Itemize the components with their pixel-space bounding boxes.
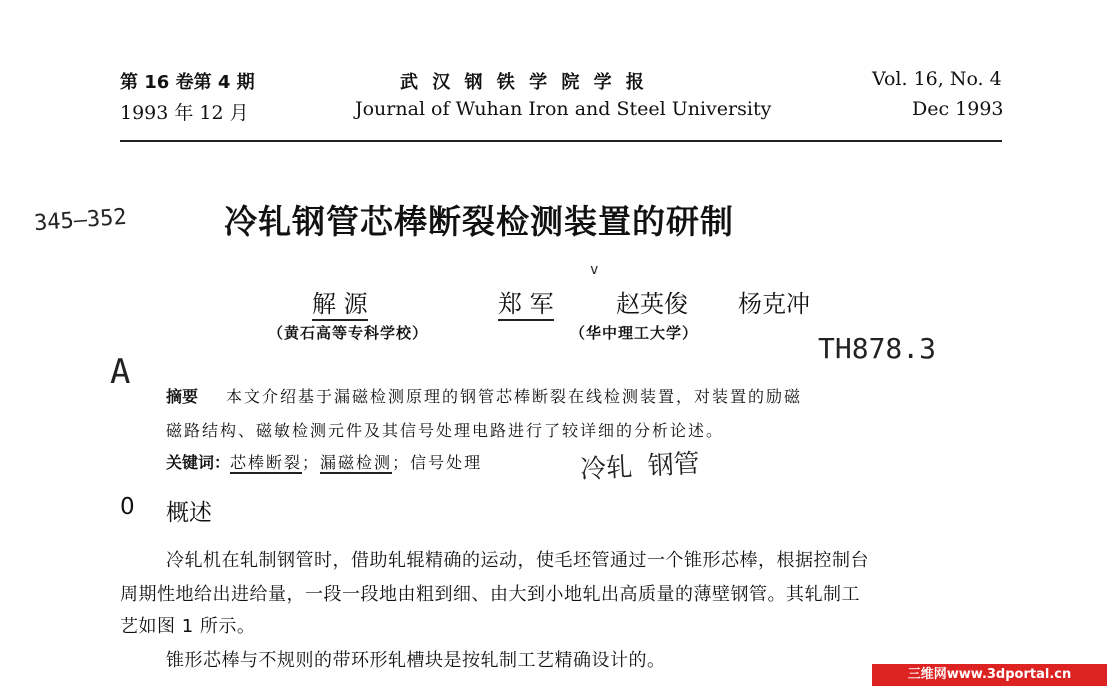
publication-date-en: Dec 1993 (912, 98, 1004, 120)
affiliation-1: （黄石高等专科学校） (268, 324, 429, 342)
section-number: 0 (120, 494, 135, 520)
abstract-line-1: 本文介绍基于漏磁检测原理的钢管芯棒断裂在线检测装置，对装置的励磁 (226, 387, 803, 406)
author-1: 解 源 (312, 284, 368, 321)
paragraph-1-line-3: 艺如图 1 所示。 (120, 616, 256, 637)
keyword-separator-2: ； (392, 453, 411, 472)
volume-issue-en: Vol. 16, No. 4 (872, 68, 1002, 90)
section-title: 概述 (166, 500, 212, 526)
journal-title-en: Journal of Wuhan Iron and Steel University (355, 98, 772, 120)
abstract-line-2: 磁路结构、磁敏检测元件及其信号处理电路进行了较详细的分析论述。 (166, 421, 725, 440)
handwritten-check-mark: v (590, 262, 599, 278)
paragraph-1-line-1: 冷轧机在轧制钢管时，借助轧辊精确的运动，使毛坯管通过一个锥形芯棒，根据控制台 (166, 550, 869, 571)
paper-title: 冷轧钢管芯棒断裂检测装置的研制 (224, 202, 734, 241)
affiliation-2: （华中理工大学） (570, 324, 699, 342)
keyword-1: 芯棒断裂 (230, 453, 303, 472)
volume-issue: 第 16 卷第 4 期 (120, 72, 255, 93)
keywords-label: 关键词： (166, 453, 231, 472)
keywords-line (166, 450, 482, 473)
header-rule (120, 140, 1002, 142)
publication-date-cn: 1993 年 12 月 (120, 102, 249, 124)
keyword-3: 信号处理 (410, 453, 483, 472)
abstract-label: 摘要 (166, 387, 199, 406)
keyword-2: 漏磁检测 (320, 453, 393, 472)
keyword-separator-1: ； (302, 453, 321, 472)
handwritten-page-range: 345—352 (33, 204, 128, 237)
author-4: 杨克冲 (738, 290, 810, 318)
paragraph-1-line-2: 周期性地给出进给量，一段一段地由粗到细、由大到小地轧出高质量的薄壁钢管。其轧制工 (120, 584, 860, 605)
paragraph-2-line-1: 锥形芯棒与不规则的带环形轧槽块是按轧制工艺精确设计的。 (166, 650, 666, 671)
handwritten-letter: A (110, 352, 131, 392)
handwritten-keywords: 冷轧 钢管 (579, 448, 701, 486)
handwritten-classification: TH878.3 (818, 332, 937, 365)
author-2: 郑 军 (498, 284, 554, 321)
journal-title-cn: 武 汉 钢 铁 学 院 学 报 (400, 72, 648, 93)
site-watermark: 三维网www.3dportal.cn (872, 664, 1107, 686)
author-3: 赵英俊 (616, 290, 688, 318)
